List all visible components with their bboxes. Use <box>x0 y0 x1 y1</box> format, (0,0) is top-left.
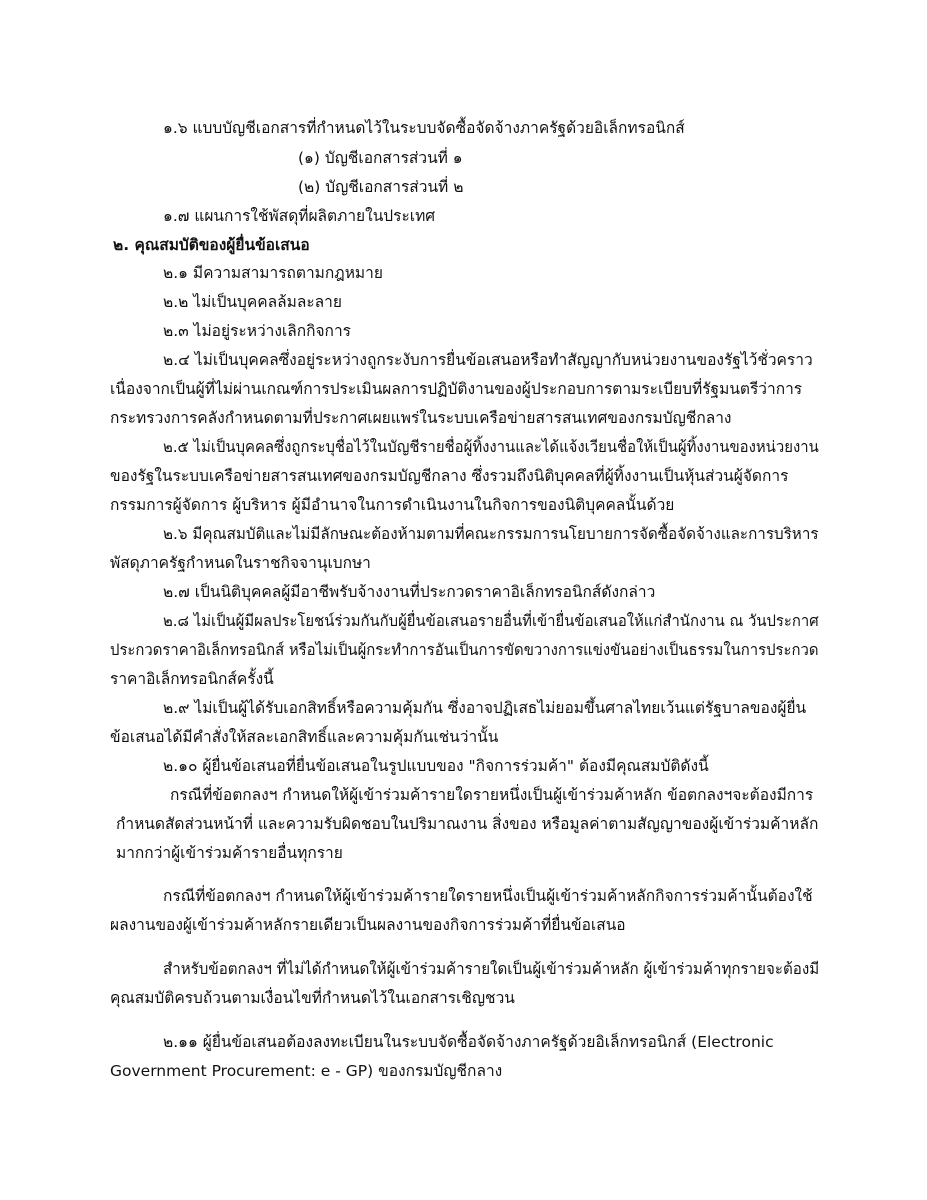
doc-line-2-2: ๒.๒ ไม่เป็นบุคคลล้มละลาย <box>163 293 342 311</box>
doc-line-jv-nolead-a: สำหรับข้อตกลงฯ ที่ไม่ได้กำหนดให้ผู้เข้าร่วมค้ารายใดเป็นผู้เข้าร่วมค้าหลัก ผู้เข้าร่วมค้าทุกรายจะต้องมี <box>163 960 820 978</box>
doc-line-2-8-c: ราคาอิเล็กทรอนิกส์ครั้งนี้ <box>110 670 274 688</box>
doc-line-2-7: ๒.๗ เป็นนิติบุคคลผู้มีอาชีพรับจ้างงานที่ประกวดราคาอิเล็กทรอนิกส์ดังกล่าว <box>163 583 656 601</box>
doc-line-2-9-a: ๒.๙ ไม่เป็นผู้ได้รับเอกสิทธิ์หรือความคุ้มกัน ซึ่งอาจปฏิเสธไม่ยอมขึ้นศาลไทยเว้นแต่รัฐบาลของผู้ยื่น <box>163 699 807 717</box>
doc-line-2-11-b: Government Procurement: e - GP) ของกรมบัญชีกลาง <box>110 1062 503 1080</box>
doc-line-2-1: ๒.๑ มีความสามารถตามกฎหมาย <box>163 264 383 282</box>
doc-line-2-6-a: ๒.๖ มีคุณสมบัติและไม่มีลักษณะต้องห้ามตามที่คณะกรรมการนโยบายการจัดซื้อจัดจ้างและการบริหาร <box>163 525 819 543</box>
doc-line-2-9-b: ข้อเสนอได้มีคำสั่งให้สละเอกสิทธิ์และความคุ้มกันเช่นว่านั้น <box>110 728 499 746</box>
doc-line-2-4-b: เนื่องจากเป็นผู้ที่ไม่ผ่านเกณฑ์การประเมินผลการปฏิบัติงานของผู้ประกอบการตามระเบียบที่รัฐมนตรีว่าการ <box>110 380 803 398</box>
doc-line-1-7: ๑.๗ แผนการใช้พัสดุที่ผลิตภายในประเทศ <box>163 207 436 225</box>
doc-line-2-5-c: กรรมการผู้จัดการ ผู้บริหาร ผู้มีอำนาจในการดำเนินงานในกิจการของนิติบุคคลนั้นด้วย <box>110 496 675 514</box>
doc-line-2-6-b: พัสดุภาครัฐกำหนดในราชกิจจานุเบกษา <box>110 554 371 572</box>
section-heading-2: ๒. คุณสมบัติของผู้ยื่นข้อเสนอ <box>113 236 310 254</box>
doc-line-jv-lead-a: กรณีที่ข้อตกลงฯ กำหนดให้ผู้เข้าร่วมค้ารายใดรายหนึ่งเป็นผู้เข้าร่วมค้าหลัก ข้อตกลงฯจะต้องมีการ <box>170 786 814 804</box>
doc-line-2-10: ๒.๑๐ ผู้ยื่นข้อเสนอที่ยื่นข้อเสนอในรูปแบบของ "กิจการร่วมค้า" ต้องมีคุณสมบัติดังนี้ <box>163 757 709 775</box>
doc-line-2-5-b: ของรัฐในระบบเครือข่ายสารสนเทศของกรมบัญชีกลาง ซึ่งรวมถึงนิติบุคคลที่ผู้ทิ้งงานเป็นหุ้นส่วนผู้จัดการ <box>110 467 789 485</box>
doc-line-2-8-a: ๒.๘ ไม่เป็นผู้มีผลประโยชน์ร่วมกันกับผู้ยื่นข้อเสนอรายอื่นที่เข้ายื่นข้อเสนอให้แก่สำนักงาน ณ วันประกาศ <box>163 612 819 630</box>
doc-line-jv-nolead-b: คุณสมบัติครบถ้วนตามเงื่อนไขที่กำหนดไว้ในเอกสารเชิญชวน <box>110 989 515 1007</box>
doc-line-2-8-b: ประกวดราคาอิเล็กทรอนิกส์ หรือไม่เป็นผู้กระทำการอันเป็นการขัดขวางการแข่งขันอย่างเป็นธรรมในการประกวด <box>110 641 819 659</box>
doc-line-jv-works-a: กรณีที่ข้อตกลงฯ กำหนดให้ผู้เข้าร่วมค้ารายใดรายหนึ่งเป็นผู้เข้าร่วมค้าหลักกิจการร่วมค้านั้นต้องใช้ <box>163 887 813 905</box>
doc-line-2-3: ๒.๓ ไม่อยู่ระหว่างเลิกกิจการ <box>163 322 351 340</box>
doc-line-1-6-sub1: (๑) บัญชีเอกสารส่วนที่ ๑ <box>298 149 463 167</box>
doc-line-2-4-c: กระทรวงการคลังกำหนดตามที่ประกาศเผยแพร่ในระบบเครือข่ายสารสนเทศของกรมบัญชีกลาง <box>110 409 732 427</box>
doc-line-jv-lead-c: มากกว่าผู้เข้าร่วมค้ารายอื่นทุกราย <box>116 844 343 862</box>
doc-line-1-6-sub2: (๒) บัญชีเอกสารส่วนที่ ๒ <box>298 178 464 196</box>
doc-line-2-11-a: ๒.๑๑ ผู้ยื่นข้อเสนอต้องลงทะเบียนในระบบจัดซื้อจัดจ้างภาครัฐด้วยอิเล็กทรอนิกส์ (Electronic <box>163 1033 774 1051</box>
doc-line-jv-works-b: ผลงานของผู้เข้าร่วมค้าหลักรายเดียวเป็นผลงานของกิจการร่วมค้าที่ยื่นข้อเสนอ <box>110 916 626 934</box>
doc-line-1-6: ๑.๖ แบบบัญชีเอกสารที่กำหนดไว้ในระบบจัดซื้อจัดจ้างภาครัฐด้วยอิเล็กทรอนิกส์ <box>163 119 685 137</box>
doc-line-jv-lead-b: กำหนดสัดส่วนหน้าที่ และความรับผิดชอบในปริมาณงาน สิ่งของ หรือมูลค่าตามสัญญาของผู้เข้าร่วมค้าหลัก <box>116 815 819 833</box>
doc-line-2-4-a: ๒.๔ ไม่เป็นบุคคลซึ่งอยู่ระหว่างถูกระงับการยื่นข้อเสนอหรือทำสัญญากับหน่วยงานของรัฐไว้ชั่วคราว <box>163 351 813 369</box>
doc-line-2-5-a: ๒.๕ ไม่เป็นบุคคลซึ่งถูกระบุชื่อไว้ในบัญชีรายชื่อผู้ทิ้งงานและได้แจ้งเวียนชื่อให้เป็นผู้ทิ้งงานของหน่วยงาน <box>163 438 819 456</box>
